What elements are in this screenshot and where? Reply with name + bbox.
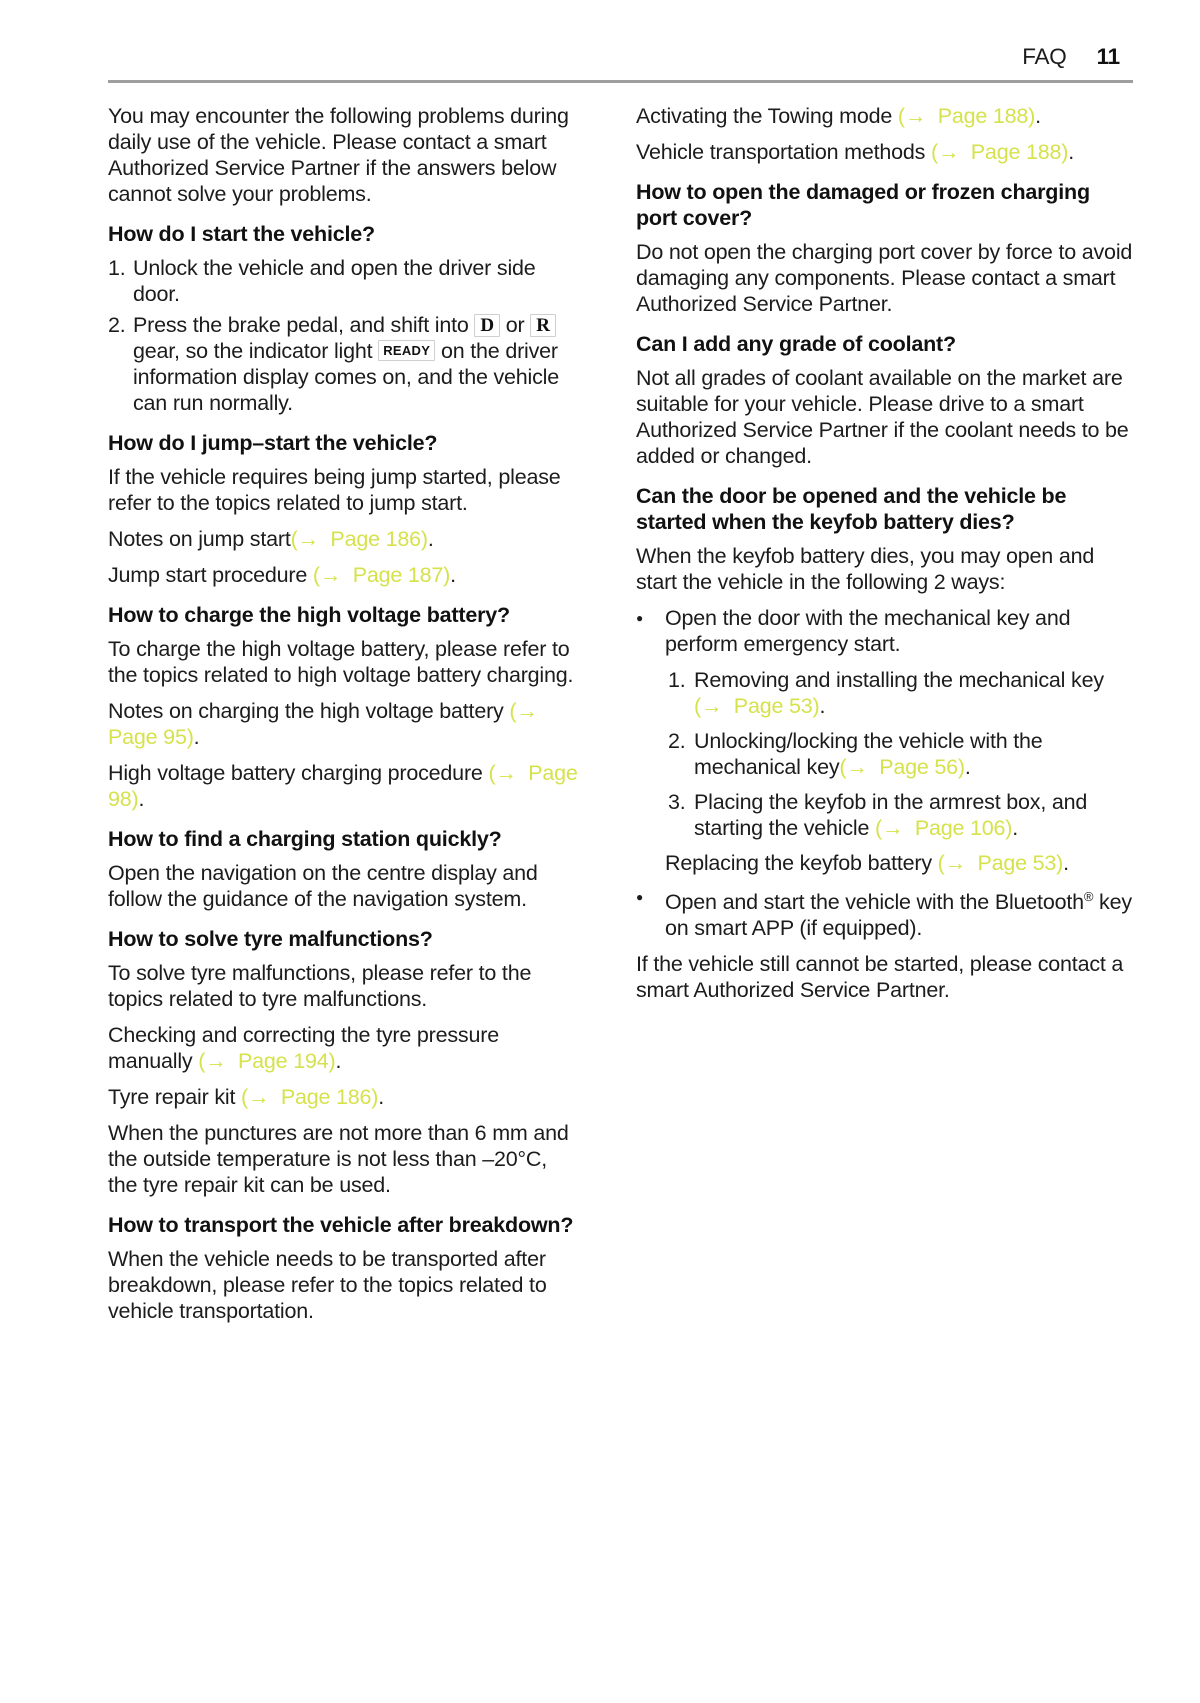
paragraph (108, 698, 580, 750)
page-reference-link[interactable]: (→ Page 186) (241, 1085, 379, 1109)
faq-question-heading: Can the door be opened and the vehicle be started when the keyfob battery dies? (636, 484, 1067, 534)
header-section-title: FAQ (1022, 44, 1067, 69)
right-column (636, 103, 1136, 1334)
text-run: Removing and installing the mechanical key (694, 668, 1104, 692)
bullet-icon: ● (636, 611, 644, 625)
list-item (636, 884, 1136, 941)
page-reference-link[interactable]: (→ Page 95) (108, 699, 550, 749)
text-run: High voltage battery charging procedure (108, 761, 489, 785)
text-run: . (964, 755, 971, 779)
ready-indicator-badge: READY (378, 340, 435, 361)
page-reference-link[interactable]: (→ Page 56) (839, 755, 965, 779)
list-item-content (694, 728, 1136, 780)
faq-question-heading: How to find a charging station quickly? (108, 827, 502, 851)
text-run: To charge the high voltage battery, please refer to the topics related to high voltage battery charging. (108, 637, 574, 687)
paragraph (108, 103, 580, 207)
text-run: Tyre repair kit (108, 1085, 242, 1109)
list-item-content (665, 605, 1136, 876)
paragraph (108, 526, 580, 552)
text-run: Checking and correcting the tyre pressure manually (108, 1023, 499, 1073)
text-run: Unlock the vehicle and open the driver side door. (133, 256, 536, 306)
gear-d-key-badge: D (474, 314, 500, 337)
text-run: Notes on jump start (108, 527, 291, 551)
list-item (108, 255, 580, 307)
text-run: You may encounter the following problems during daily use of the vehicle. Please contact a smart Authorized Service Partner if the answers below cannot solve your problems. (108, 104, 569, 206)
list-item-content (133, 312, 580, 416)
text-run: Activating the Towing mode (636, 104, 898, 128)
page-reference-link[interactable]: (→ Page 186) (290, 527, 428, 551)
header-page-number: 11 (1096, 44, 1120, 69)
text-run: . (138, 787, 145, 811)
text-run: Unlocking/locking the vehicle with the mechanical key (694, 729, 1043, 779)
faq-question-heading: How to solve tyre malfunctions? (108, 927, 433, 951)
text-run: . (427, 527, 434, 551)
list-item (636, 605, 1136, 876)
paragraph (636, 239, 1136, 317)
text-run: Notes on charging the high voltage battery (108, 699, 510, 723)
text-run: To solve tyre malfunctions, please refer to the topics related to tyre malfunctions. (108, 961, 532, 1011)
page-header (0, 0, 1200, 70)
text-run: When the vehicle needs to be transported after breakdown, please refer to the topics related to vehicle transportation. (108, 1247, 547, 1323)
text-run: If the vehicle still cannot be started, please contact a smart Authorized Service Partner. (636, 952, 1124, 1003)
list-item (668, 728, 1136, 780)
list-item-content (694, 667, 1136, 719)
gear-r-key-badge: R (530, 314, 556, 337)
text-run: . (1063, 851, 1069, 875)
paragraph (108, 760, 584, 812)
text-run: Press the brake pedal, and shift into (133, 313, 475, 337)
text-run: When the keyfob battery dies, you may open and start the vehicle in the following 2 ways: (636, 544, 1095, 594)
left-column (108, 103, 584, 1334)
page-reference-link[interactable]: (→ Page 53) (937, 851, 1064, 875)
faq-question-heading: How to charge the high voltage battery? (108, 603, 510, 627)
list-item-content (665, 884, 1136, 941)
text-run: Vehicle transportation methods (636, 140, 931, 164)
text-run: . (193, 725, 200, 749)
list-item-content (133, 255, 580, 307)
text-run: Placing the keyfob in the armrest box, and starting the vehicle (694, 790, 1088, 840)
numbered-list (668, 667, 1136, 841)
faq-question-heading: How to open the damaged or frozen charging port cover? (636, 180, 1090, 230)
paragraph (108, 464, 580, 516)
page-reference-link[interactable]: (→ Page 187) (312, 563, 451, 587)
page-reference-link[interactable]: (→ Page 106) (875, 816, 1013, 840)
text-run: Not all grades of coolant available on the market are suitable for your vehicle. Please drive to a smart Authorized Service Partner if the coolant needs to be added or changed. (636, 366, 1129, 468)
paragraph (108, 960, 580, 1012)
list-number: 3. (668, 790, 686, 814)
paragraph (108, 1120, 580, 1198)
text-run: Open the navigation on the centre display and follow the guidance of the navigation system. (108, 861, 538, 911)
text-run: If the vehicle requires being jump started, please refer to the topics related to jump start. (108, 465, 561, 515)
text-run: Open the door with the mechanical key and perform emergency start. (665, 606, 1071, 656)
text-run: gear, so the indicator light (133, 339, 379, 363)
list-item (668, 789, 1136, 841)
paragraph (108, 1084, 580, 1110)
page-reference-link[interactable]: (→ Page 194) (198, 1049, 336, 1073)
paragraph (108, 636, 580, 688)
faq-question-heading: How do I start the vehicle? (108, 222, 375, 246)
list-item (668, 667, 1136, 719)
paragraph (108, 860, 580, 912)
page-reference-link[interactable]: (→ Page 188) (930, 140, 1069, 164)
text-run: . (1035, 104, 1041, 128)
list-number: 1. (108, 256, 126, 280)
page-reference-link[interactable]: (→ Page 188) (897, 104, 1036, 128)
faq-question-heading: How to transport the vehicle after breakdown? (108, 1213, 574, 1237)
list-number: 1. (668, 668, 686, 692)
text-run: Do not open the charging port cover by force to avoid damaging any components. Please contact a smart Authorized Service Partner. (636, 240, 1133, 316)
registered-trademark-symbol: ® (1083, 889, 1094, 904)
bullet-icon: ● (636, 890, 644, 904)
paragraph (636, 103, 1136, 129)
numbered-list (108, 255, 580, 416)
paragraph (108, 1246, 580, 1324)
text-run: Jump start procedure (108, 563, 313, 587)
text-run: or (499, 313, 531, 337)
text-run: Open and start the vehicle with the Bluetooth (665, 890, 1084, 915)
list-number: 2. (668, 729, 686, 753)
paragraph (636, 951, 1136, 1003)
page-reference-link[interactable]: (→ Page 53) (694, 694, 820, 718)
list-number: 2. (108, 313, 126, 337)
page-reference-link[interactable]: (→ Page 98) (108, 761, 584, 811)
text-run: When the punctures are not more than 6 mm and the outside temperature is not less than –20°C, the tyre repair kit can be used. (108, 1121, 569, 1197)
paragraph (108, 1022, 580, 1074)
text-run: . (1012, 816, 1019, 840)
bullet-list (636, 605, 1136, 941)
text-run: . (1068, 140, 1074, 164)
paragraph (108, 562, 580, 588)
text-run: key on smart APP (if equipped). (665, 890, 1132, 941)
text-run: . (450, 563, 456, 587)
text-run: . (335, 1049, 342, 1073)
paragraph (665, 850, 1136, 876)
content-columns (0, 103, 1200, 1334)
faq-question-heading: Can I add any grade of coolant? (636, 332, 956, 356)
text-run: . (819, 694, 826, 718)
paragraph (636, 365, 1136, 469)
text-run: . (378, 1085, 385, 1109)
list-item (108, 312, 580, 416)
paragraph (636, 139, 1136, 165)
header-rule (108, 80, 1133, 83)
text-run: on the driver information display comes on, and the vehicle can run normally. (133, 339, 560, 415)
text-run: Replacing the keyfob battery (665, 851, 938, 875)
list-item-content (694, 789, 1136, 841)
faq-question-heading: How do I jump–start the vehicle? (108, 431, 438, 455)
paragraph (636, 543, 1136, 595)
